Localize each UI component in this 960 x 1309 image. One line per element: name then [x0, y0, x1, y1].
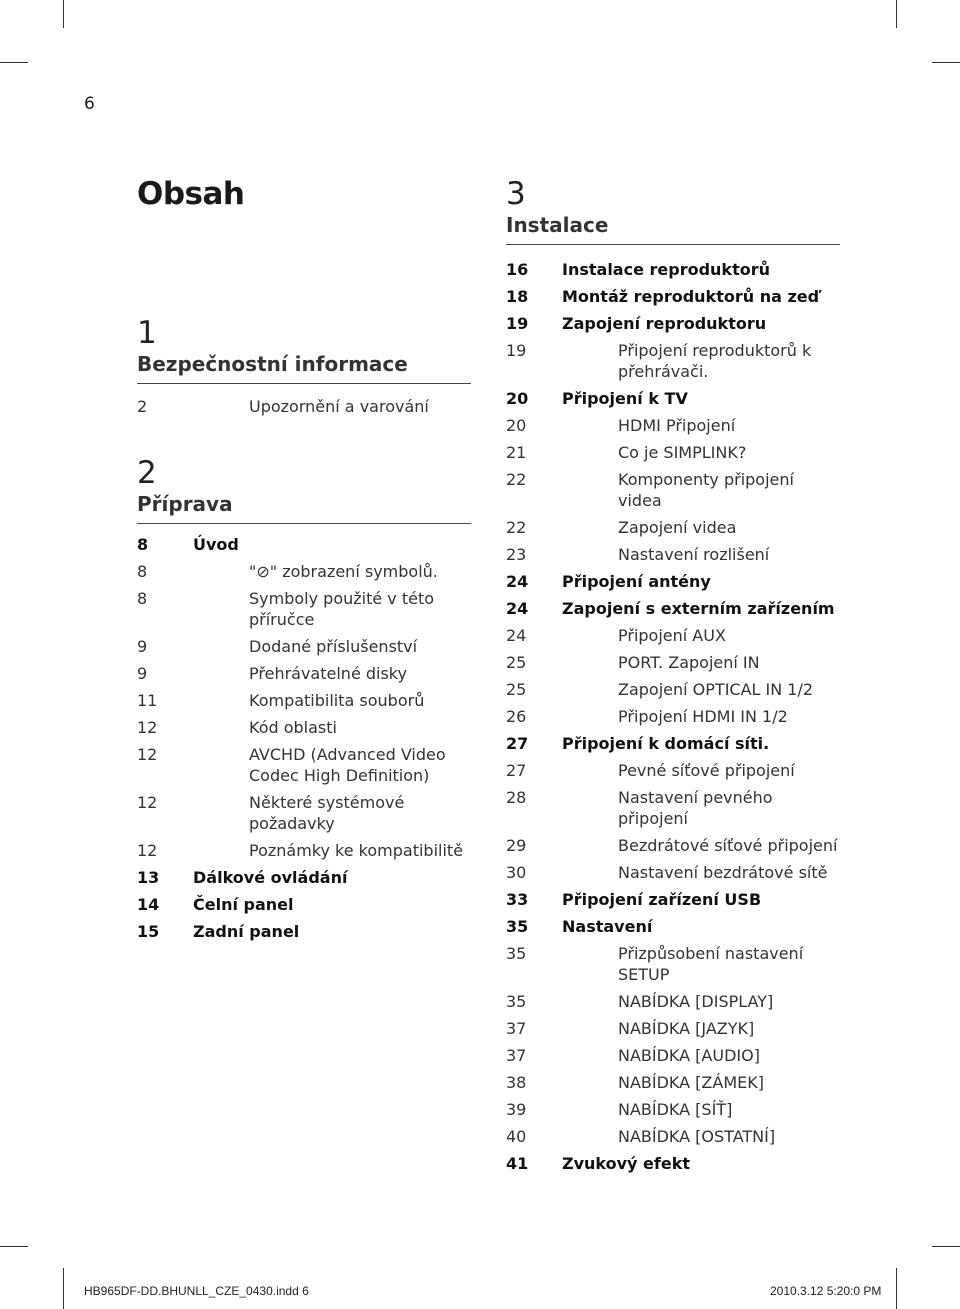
toc-entry [137, 636, 471, 657]
toc-entry-title: Dálkové ovládání [193, 868, 348, 887]
toc-right-column [506, 176, 840, 1180]
toc-entry-title: NABÍDKA [SÍŤ] [618, 1100, 733, 1119]
toc-entry-title: Přizpůsobení nastavení SETUP [618, 944, 804, 984]
toc-entry-title: Zapojení s externím zařízením [562, 599, 835, 618]
toc-entry-page: 27 [506, 761, 527, 780]
toc-entry-page: 18 [506, 287, 529, 306]
toc-entry-page: 12 [137, 718, 158, 737]
toc-entry-title: Co je SIMPLINK? [618, 443, 747, 462]
section-title: Příprava [137, 491, 471, 524]
toc-entry [506, 544, 840, 565]
toc-entry-title: Komponenty připojení videa [618, 470, 794, 510]
toc-entry-list [137, 396, 471, 417]
toc-entry-page: 35 [506, 944, 527, 963]
toc-entry [137, 792, 471, 834]
toc-entry-page: 8 [137, 535, 149, 554]
toc-entry-title: Připojení AUX [618, 626, 726, 645]
toc-entry [506, 1126, 840, 1147]
toc-entry-page: 19 [506, 341, 527, 360]
toc-entry [506, 991, 840, 1012]
toc-entry [506, 259, 840, 280]
toc-entry-title: HDMI Připojení [618, 416, 736, 435]
toc-entry-page: 11 [137, 691, 158, 710]
toc-entry-page: 15 [137, 922, 160, 941]
toc-entry [506, 943, 840, 985]
toc-entry [506, 889, 840, 910]
toc-entry-page: 27 [506, 734, 529, 753]
toc-entry-page: 41 [506, 1154, 529, 1173]
crop-mark [896, 0, 897, 28]
toc-entry-title: Připojení k TV [562, 389, 688, 408]
footer-timestamp: 2010.3.12 5:20:0 PM [770, 1284, 882, 1298]
toc-entry-page: 24 [506, 572, 529, 591]
toc-entry [506, 760, 840, 781]
toc-entry [506, 340, 840, 382]
toc-entry [506, 286, 840, 307]
toc-entry-page: 12 [137, 841, 158, 860]
toc-entry [506, 1045, 840, 1066]
crop-mark [0, 1246, 28, 1247]
toc-entry-title: Některé systémové požadavky [249, 793, 405, 833]
toc-entry-title: Čelní panel [193, 895, 294, 914]
toc-entry-page: 28 [506, 788, 527, 807]
toc-section [506, 176, 840, 1174]
toc-entry-page: 35 [506, 992, 527, 1011]
toc-entry-page: 39 [506, 1100, 527, 1119]
toc-entry [137, 588, 471, 630]
toc-entry-page: 25 [506, 653, 527, 672]
toc-entry-title: Zadní panel [193, 922, 300, 941]
toc-entry-title: Zvukový efekt [562, 1154, 691, 1173]
toc-entry [137, 867, 471, 888]
toc-entry [506, 442, 840, 463]
toc-entry-page: 19 [506, 314, 529, 333]
section-number: 3 [506, 176, 526, 212]
toc-entry-title: NABÍDKA [DISPLAY] [618, 992, 774, 1011]
toc-entry [137, 561, 471, 582]
toc-entry-page: 12 [137, 745, 158, 764]
toc-entry-page: 35 [506, 917, 529, 936]
toc-entry-title: Poznámky ke kompatibilitě [249, 841, 464, 860]
toc-section [137, 455, 471, 942]
toc-entry-title: Nastavení pevného připojení [618, 788, 773, 828]
toc-entry-page: 22 [506, 470, 527, 489]
toc-entry-page: 13 [137, 868, 160, 887]
toc-entry-page: 24 [506, 599, 529, 618]
section-title: Instalace [506, 212, 840, 245]
toc-entry-page: 12 [137, 793, 158, 812]
toc-entry-title: PORT. Zapojení IN [618, 653, 760, 672]
crop-mark [932, 62, 960, 63]
toc-entry [506, 517, 840, 538]
toc-entry [137, 534, 471, 555]
toc-entry-title: Zapojení OPTICAL IN 1/2 [618, 680, 814, 699]
crop-mark [63, 0, 64, 28]
footer-file: HB965DF-DD.BHUNLL_CZE_0430.indd 6 [84, 1284, 309, 1298]
toc-entry-title: NABÍDKA [OSTATNÍ] [618, 1127, 776, 1146]
toc-entry [506, 679, 840, 700]
section-number: 1 [137, 315, 157, 351]
toc-entry-page: 25 [506, 680, 527, 699]
toc-entry-page: 24 [506, 626, 527, 645]
toc-entry [506, 787, 840, 829]
page-number: 6 [84, 94, 95, 114]
toc-entry-page: 33 [506, 890, 529, 909]
toc-entry-title: Instalace reproduktorů [562, 260, 770, 279]
toc-entry-title: Zapojení videa [618, 518, 737, 537]
toc-entry [506, 1153, 840, 1174]
toc-entry-page: 37 [506, 1019, 527, 1038]
toc-entry [137, 894, 471, 915]
toc-entry [506, 469, 840, 511]
toc-entry [506, 625, 840, 646]
toc-entry [137, 921, 471, 942]
toc-entry-title: Symboly použité v této příručce [249, 589, 435, 629]
toc-entry-title: NABÍDKA [AUDIO] [618, 1046, 760, 1065]
toc-entry-page: 21 [506, 443, 527, 462]
toc-entry-page: 23 [506, 545, 527, 564]
toc-entry [506, 862, 840, 883]
section-title: Bezpečnostní informace [137, 351, 471, 384]
toc-entry-title: Bezdrátové síťové připojení [618, 836, 838, 855]
toc-entry-title: Pevné síťové připojení [618, 761, 795, 780]
toc-entry-page: 2 [137, 397, 148, 416]
toc-entry-page: 38 [506, 1073, 527, 1092]
toc-entry-page: 29 [506, 836, 527, 855]
toc-entry [506, 1099, 840, 1120]
toc-entry [137, 840, 471, 861]
toc-entry-page: 14 [137, 895, 160, 914]
toc-entry-title: Nastavení bezdrátové sítě [618, 863, 828, 882]
page-title: Obsah [137, 176, 245, 212]
toc-left-column [137, 315, 471, 948]
toc-entry [137, 744, 471, 786]
toc-entry-page: 22 [506, 518, 527, 537]
section-number: 2 [137, 455, 157, 491]
toc-entry [137, 663, 471, 684]
toc-entry [506, 1018, 840, 1039]
toc-entry-title: Nastavení rozlišení [618, 545, 770, 564]
toc-entry-page: 9 [137, 637, 148, 656]
toc-entry-page: 9 [137, 664, 148, 683]
toc-entry [506, 388, 840, 409]
toc-entry [506, 733, 840, 754]
toc-entry-title: Připojení zařízení USB [562, 890, 762, 909]
toc-entry-page: 20 [506, 416, 527, 435]
toc-entry-title: NABÍDKA [JAZYK] [618, 1019, 755, 1038]
toc-entry [506, 598, 840, 619]
toc-entry [137, 690, 471, 711]
toc-entry-title: Upozornění a varování [249, 397, 429, 416]
toc-entry-page: 8 [137, 589, 148, 608]
toc-entry-title: "⊘" zobrazení symbolů. [249, 562, 438, 581]
toc-entry-title: Kompatibilita souborů [249, 691, 425, 710]
toc-entry-page: 20 [506, 389, 529, 408]
toc-entry-title: Montáž reproduktorů na zeď [562, 287, 820, 306]
toc-entry [137, 396, 471, 417]
toc-entry-title: Připojení antény [562, 572, 711, 591]
toc-entry-page: 40 [506, 1127, 527, 1146]
toc-entry [137, 717, 471, 738]
crop-mark [0, 62, 28, 63]
toc-entry [506, 1072, 840, 1093]
toc-entry [506, 652, 840, 673]
toc-entry-page: 16 [506, 260, 529, 279]
toc-entry-title: Připojení reproduktorů k přehrávači. [618, 341, 812, 381]
toc-entry-title: Kód oblasti [249, 718, 337, 737]
toc-entry-page: 37 [506, 1046, 527, 1065]
toc-entry [506, 835, 840, 856]
toc-entry-title: NABÍDKA [ZÁMEK] [618, 1073, 764, 1092]
toc-entry-page: 26 [506, 707, 527, 726]
toc-entry-list [506, 259, 840, 1174]
toc-entry-title: Přehrávatelné disky [249, 664, 407, 683]
toc-entry-list [137, 534, 471, 942]
toc-entry [506, 571, 840, 592]
toc-entry-page: 30 [506, 863, 527, 882]
toc-entry-title: Připojení HDMI IN 1/2 [618, 707, 788, 726]
toc-entry [506, 916, 840, 937]
toc-entry-title: Zapojení reproduktoru [562, 314, 767, 333]
toc-entry-title: Připojení k domácí síti. [562, 734, 770, 753]
toc-entry [506, 313, 840, 334]
toc-section [137, 315, 471, 417]
toc-entry [506, 415, 840, 436]
crop-mark [63, 1268, 64, 1309]
crop-mark [932, 1246, 960, 1247]
toc-entry-title: Úvod [193, 535, 239, 554]
toc-entry-title: Dodané příslušenství [249, 637, 418, 656]
toc-entry-title: Nastavení [562, 917, 653, 936]
toc-entry-page: 8 [137, 562, 148, 581]
crop-mark [896, 1268, 897, 1309]
toc-entry [506, 706, 840, 727]
toc-entry-title: AVCHD (Advanced Video Codec High Definition) [249, 745, 446, 785]
